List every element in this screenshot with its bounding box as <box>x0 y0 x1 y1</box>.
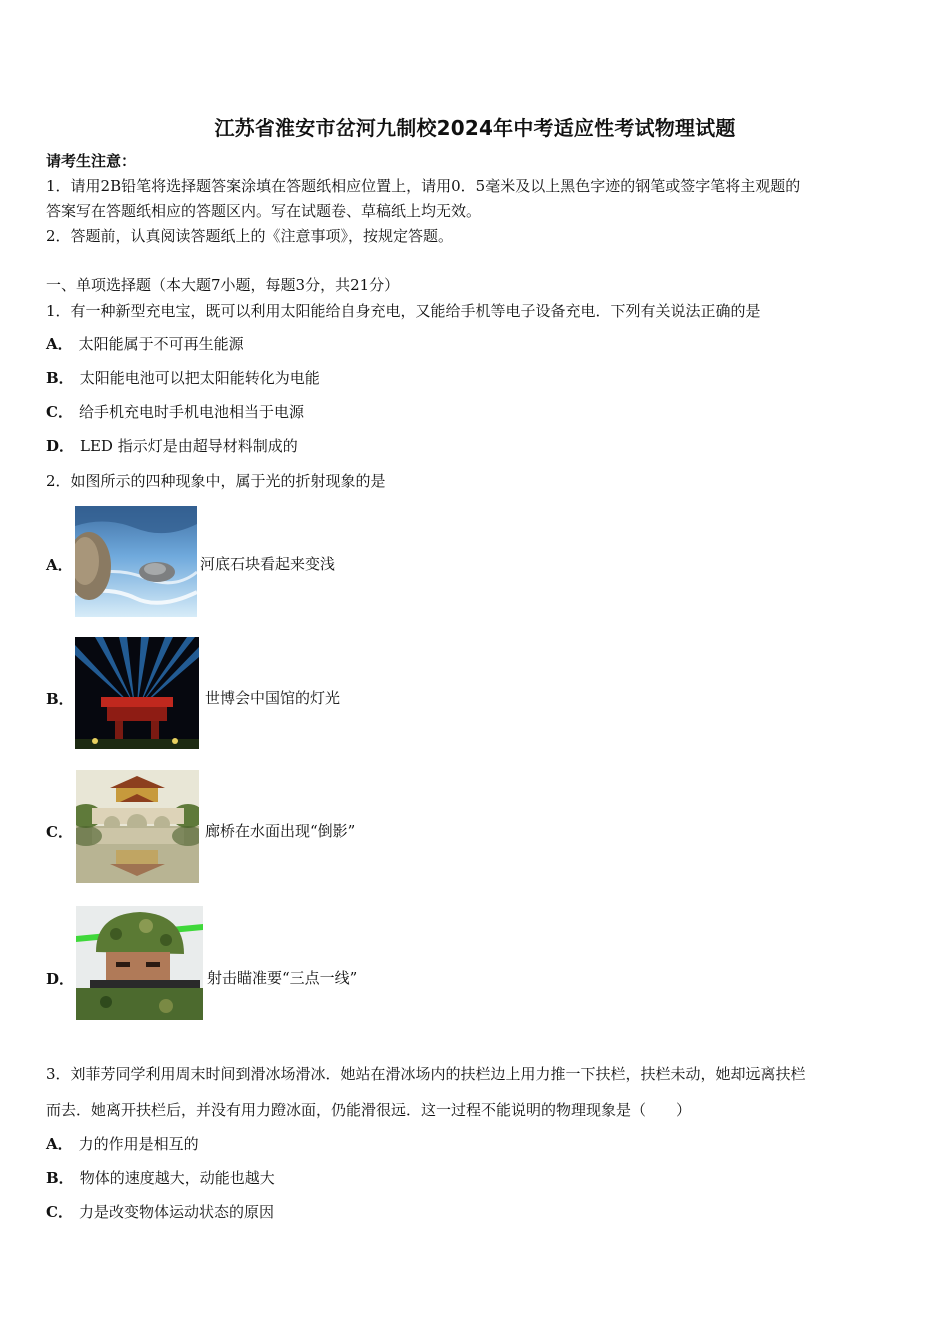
option-tag: C． <box>46 1203 73 1221</box>
q2-option-b-tag: B． <box>46 690 74 708</box>
q2-option-b-caption: 世博会中国馆的灯光 <box>205 689 341 707</box>
notice-heading: 请考生注意： <box>46 152 137 170</box>
notice-item-2: 2．答题前，认真阅读答题纸上的《注意事项》，按规定答题。 <box>46 227 454 245</box>
option-text: 力是改变物体运动状态的原因 <box>78 1203 274 1221</box>
option-text: 物体的速度越大，动能也越大 <box>79 1169 275 1187</box>
q2-option-a-tag: A． <box>46 556 73 574</box>
option-text: 太阳能属于不可再生能源 <box>78 335 244 353</box>
china-pavilion-lights-photo <box>75 637 199 749</box>
q2-option-d-caption: 射击瞄准要“三点一线” <box>207 969 358 987</box>
soldier-aiming-photo <box>76 906 203 1020</box>
option-tag: A． <box>46 1135 73 1153</box>
option-text: 给手机充电时手机电池相当于电源 <box>78 403 304 421</box>
q1-option-d <box>46 435 298 457</box>
notice-item-1a: 1．请用2B铅笔将选择题答案涂填在答题纸相应位置上，请用0．5毫米及以上黑色字迹的钢笔或签字笔将主观题的 <box>46 177 801 195</box>
notice-item-1b: 答案写在答题纸相应的答题区内。写在试题卷、草稿纸上均无效。 <box>46 202 482 220</box>
q1-option-a <box>46 333 244 355</box>
option-tag: A． <box>46 335 73 353</box>
bridge-reflection-photo <box>76 770 199 883</box>
option-tag: B． <box>46 369 74 387</box>
q2-option-a-caption: 河底石块看起来变浅 <box>200 555 336 573</box>
option-text: 太阳能电池可以把太阳能转化为电能 <box>79 369 320 387</box>
q1-option-c <box>46 401 304 423</box>
q2-option-c-caption: 廊桥在水面出现“倒影” <box>205 822 356 840</box>
question-3-stem-b: 而去．她离开扶栏后，并没有用力蹬冰面，仍能滑很远．这一过程不能说明的物理现象是（ ） <box>46 1101 692 1119</box>
q2-option-c-tag: C． <box>46 823 73 841</box>
question-3-stem-a: 3．刘菲芳同学利用周末时间到滑冰场滑冰．她站在滑冰场内的扶栏边上用力推一下扶栏，扶栏未动，她却远离扶栏 <box>46 1065 806 1083</box>
q3-option-c <box>46 1201 274 1223</box>
section-heading: 一、单项选择题（本大题7小题，每题3分，共21分） <box>46 276 400 294</box>
river-stone-photo <box>75 506 197 617</box>
option-tag: C． <box>46 403 73 421</box>
option-tag: D． <box>46 437 75 455</box>
question-2-stem: 2．如图所示的四种现象中，属于光的折射现象的是 <box>46 472 386 490</box>
page-title: 江苏省淮安市岔河九制校2024年中考适应性考试物理试题 <box>214 116 736 140</box>
option-text: LED 指示灯是由超导材料制成的 <box>80 437 298 455</box>
q3-option-a <box>46 1133 199 1155</box>
q1-option-b <box>46 367 320 389</box>
q3-option-b <box>46 1167 275 1189</box>
option-tag: B． <box>46 1169 74 1187</box>
option-text: 力的作用是相互的 <box>78 1135 199 1153</box>
question-1-stem: 1．有一种新型充电宝，既可以利用太阳能给自身充电，又能给手机等电子设备充电．下列有关说法正确的是 <box>46 302 761 320</box>
q2-option-d-tag: D． <box>46 970 75 988</box>
